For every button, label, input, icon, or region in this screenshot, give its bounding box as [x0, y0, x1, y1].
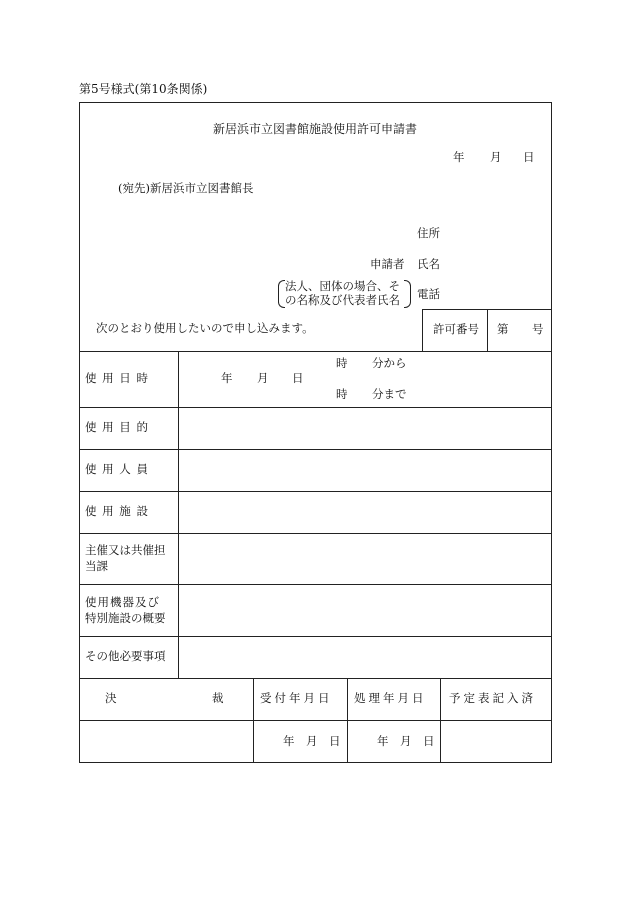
label-column-divider — [178, 351, 179, 678]
corp-note-line2: の名称及び代表者氏名 — [285, 293, 400, 307]
usage-year-label: 年 — [221, 371, 233, 385]
permit-dai: 第 — [497, 322, 509, 336]
permit-label: 許可番号 — [433, 322, 479, 336]
phone-label: 電話 — [417, 287, 440, 301]
organizer-label-line2: 当課 — [85, 559, 108, 573]
received-date-label: 受付年月日 — [260, 691, 333, 705]
processed-month: 月 — [400, 734, 412, 748]
usage-from-label: 分から — [372, 356, 407, 370]
scheduled-label: 予定表記入済 — [449, 691, 536, 705]
row-line-5 — [79, 533, 552, 534]
persons-label: 使 用 人 員 — [85, 462, 149, 476]
date-month-label: 月 — [490, 150, 502, 164]
usage-until-label: 分まで — [372, 387, 407, 401]
footer-divider-2 — [347, 678, 348, 763]
applicant-label: 申請者 — [370, 257, 405, 271]
other-label: その他必要事項 — [85, 649, 166, 663]
organizer-label-line1: 主催又は共催担 — [85, 543, 166, 557]
form-number: 第5号様式(第10条関係) — [79, 82, 208, 96]
usage-hour2-label: 時 — [336, 387, 348, 401]
date-day-label: 日 — [523, 150, 535, 164]
row-line-9 — [79, 720, 552, 721]
permit-box-divider — [487, 309, 488, 351]
addressee: (宛先)新居浜市立図書館長 — [118, 181, 254, 195]
left-bracket — [278, 280, 285, 308]
request-text: 次のとおり使用したいので申し込みます。 — [96, 321, 314, 335]
processed-year: 年 — [377, 734, 389, 748]
received-month: 月 — [306, 734, 318, 748]
footer-divider-3 — [440, 678, 441, 763]
usage-hour1-label: 時 — [336, 356, 348, 370]
facility-label: 使 用 施 設 — [85, 504, 149, 518]
row-line-3 — [79, 449, 552, 450]
received-day: 日 — [329, 734, 341, 748]
corp-note-line1: 法人、団体の場合、そ — [285, 279, 400, 293]
processed-day: 日 — [423, 734, 435, 748]
usage-day-label: 日 — [292, 371, 304, 385]
row-line-1 — [79, 351, 552, 352]
decision-label-a: 決 — [105, 691, 117, 705]
received-year: 年 — [283, 734, 295, 748]
form-title: 新居浜市立図書館施設使用許可申請書 — [212, 122, 417, 136]
address-label: 住所 — [417, 226, 440, 240]
row-line-2 — [79, 407, 552, 408]
decision-label-b: 裁 — [212, 691, 224, 705]
row-line-6 — [79, 584, 552, 585]
name-label: 氏名 — [417, 257, 440, 271]
row-line-8 — [79, 678, 552, 679]
date-year-label: 年 — [453, 150, 465, 164]
equipment-label-line1: 使用機器及び — [85, 595, 160, 609]
usage-month-label: 月 — [257, 371, 269, 385]
purpose-label: 使 用 目 的 — [85, 420, 149, 434]
usage-datetime-label: 使 用 日 時 — [85, 371, 149, 385]
right-bracket — [404, 280, 411, 308]
row-line-7 — [79, 636, 552, 637]
permit-go: 号 — [532, 322, 544, 336]
equipment-label-line2: 特別施設の概要 — [85, 611, 166, 625]
processed-date-label: 処理年月日 — [354, 691, 427, 705]
footer-divider-1 — [253, 678, 254, 763]
row-line-4 — [79, 491, 552, 492]
form-frame — [79, 102, 552, 763]
permit-box-left — [422, 309, 423, 351]
